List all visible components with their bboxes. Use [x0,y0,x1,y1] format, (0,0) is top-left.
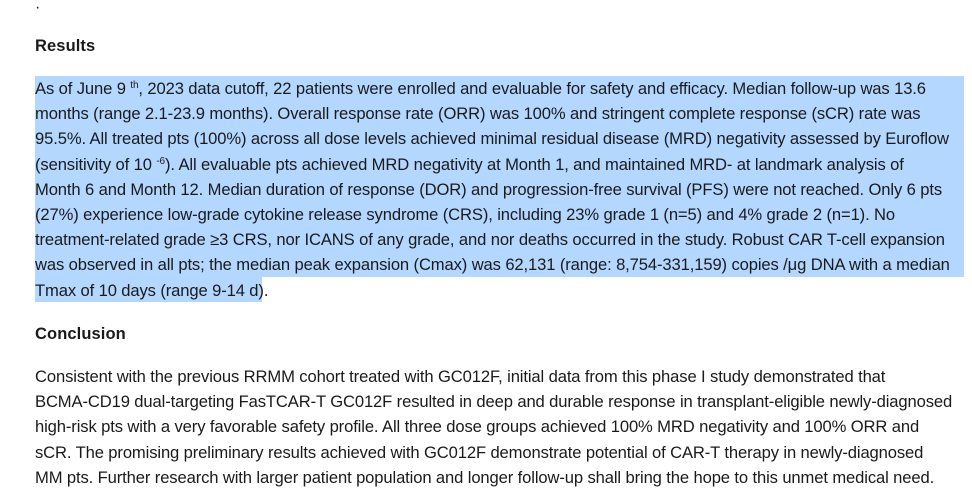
conclusion-paragraph[interactable] [35,364,972,490]
conclusion-line: high-risk pts with a very favorable safety profile. All three dose groups achieved 100% MRD negativity and 100% ORR and [35,417,920,437]
results-line: (sensitivity of 10 $^{-6}$). All evaluable pts achieved MRD negativity at Month 1, and maintained MRD- at landmark analysis of [35,154,904,174]
results-line: months (range 2.1-23.9 months). Overall response rate (ORR) was 100% and stringent complete response (sCR) rate was [35,104,921,124]
conclusion-heading: Conclusion [35,325,126,343]
results-line: As of June 9 $^{th}$, 2023 data cutoff, 22 patients were enrolled and evaluable for safety and efficacy. Median follow-up was 13.6 [35,79,926,98]
conclusion-line: BCMA-CD19 dual-targeting FasTCAR-T GC012F resulted in deep and durable response in transplant-eligible newly-diagnosed [35,392,953,412]
conclusion-line: MM pts. Further research with larger patient population and longer follow-up shall bring the hope to this unmet medical need. [35,467,935,487]
results-line: was observed in all pts; the median peak expansion (Cmax) was 62,131 (range: 8,754-331,159) copies /μg DNA with a median [35,255,950,275]
bullet-mark: · [35,0,41,16]
conclusion-line: Consistent with the previous RRMM cohort treated with GC012F, initial data from this phase I study demonstrated that [35,367,886,386]
results-line: 95.5%. All treated pts (100%) across all dose levels achieved minimal residual disease (MRD) negativity assessed by Euroflow [35,129,949,149]
results-line: Month 6 and Month 12. Median duration of response (DOR) and progression-free survival (PFS) were not reached. Only 6 pts [35,179,943,199]
results-line: (27%) experience low-grade cytokine release syndrome (CRS), including 23% grade 1 (n=5) and 4% grade 2 (n=1). No [35,204,896,224]
results-line: Tmax of 10 days (range 9-14 d). [35,280,269,300]
results-heading: Results [35,37,96,55]
conclusion-line: sCR. The promising preliminary results achieved with GC012F demonstrate potential of CAR-T therapy in newly-diagnosed [35,442,924,462]
results-line: treatment-related grade ≥3 CRS, nor ICANS of any grade, and nor deaths occurred in the study. Robust CAR T-cell expansion [35,230,945,250]
results-paragraph[interactable] [35,76,972,303]
